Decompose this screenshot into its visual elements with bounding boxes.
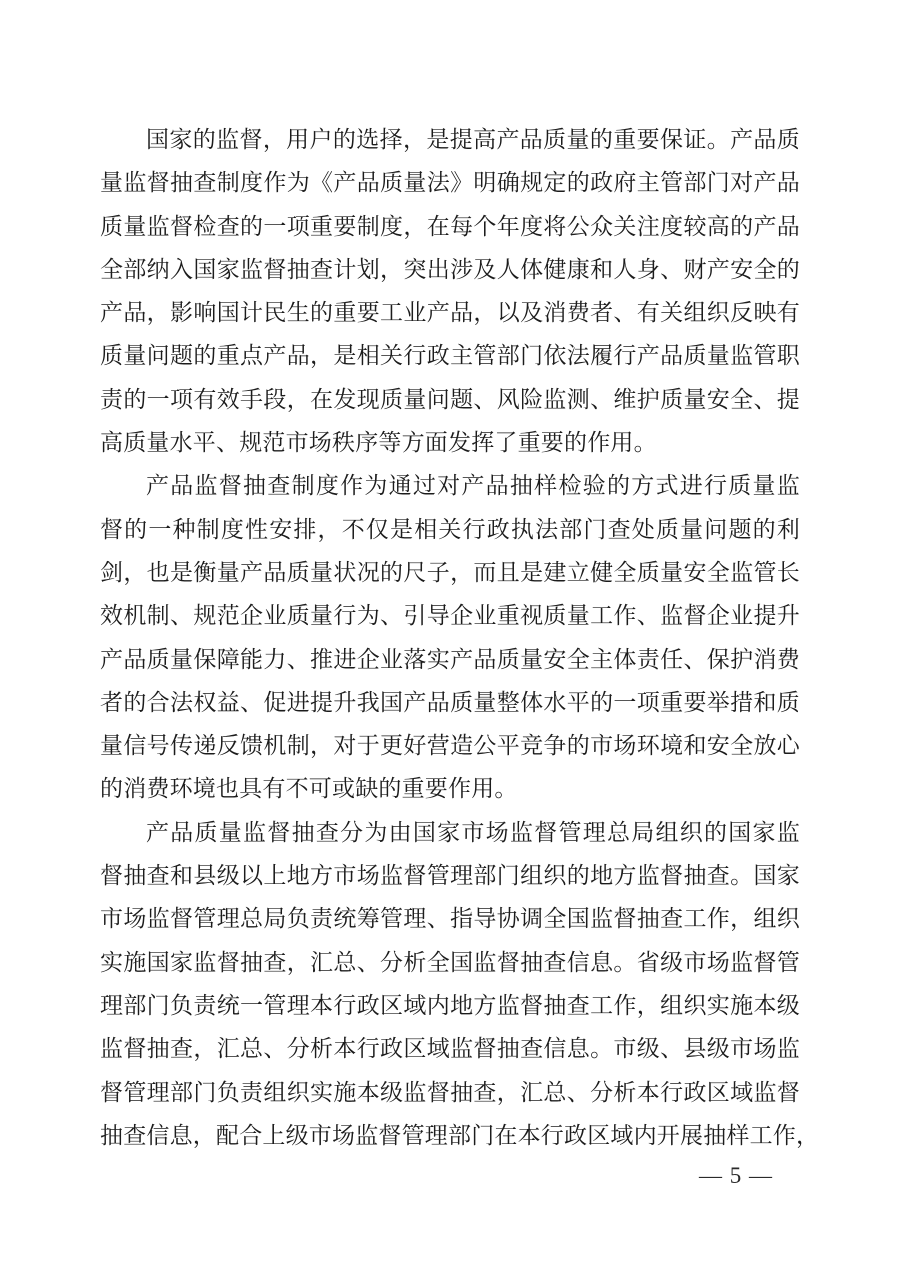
text-line: 效机制、规范企业质量行为、引导企业重视质量工作、监督企业提升 bbox=[100, 603, 800, 629]
text-line: 督管理部门负责组织实施本级监督抽查，汇总、分析本行政区域监督 bbox=[100, 1079, 800, 1105]
text-line: 国家的监督，用户的选择，是提高产品质量的重要保证。产品质 bbox=[146, 127, 800, 152]
paragraph bbox=[100, 464, 800, 810]
paragraph bbox=[100, 811, 820, 1157]
text-line: 质量监督检查的一项重要制度，在每个年度将公众关注度较高的产品 bbox=[100, 213, 800, 239]
text-line: 产品质量监督抽查分为由国家市场监督管理总局组织的国家监 bbox=[146, 819, 800, 845]
text-line: 质量问题的重点产品，是相关行政主管部门依法履行产品质量监管职 bbox=[100, 343, 800, 369]
text-line: 督的一种制度性安排，不仅是相关行政执法部门查处质量问题的利 bbox=[100, 516, 800, 542]
text-line: 量监督抽查制度作为《产品质量法》明确规定的政府主管部门对产品 bbox=[100, 170, 800, 196]
text-line: 实施国家监督抽查，汇总、分析全国监督抽查信息。省级市场监督管 bbox=[100, 949, 800, 975]
text-line: 产品监督抽查制度作为通过对产品抽样检验的方式进行质量监 bbox=[146, 473, 800, 499]
text-line: 剑，也是衡量产品质量状况的尺子，而且是建立健全质量安全监管长 bbox=[100, 559, 800, 585]
text-line: 理部门负责统一管理本行政区域内地方监督抽查工作，组织实施本级 bbox=[100, 992, 800, 1018]
text-line: 监督抽查，汇总、分析本行政区域监督抽查信息。市级、县级市场监 bbox=[100, 1036, 800, 1062]
text-line: 督抽查和县级以上地方市场监督管理部门组织的地方监督抽查。国家 bbox=[100, 863, 800, 889]
text-line: 的消费环境也具有不可或缺的重要作用。 bbox=[100, 776, 518, 802]
text-line: 责的一项有效手段，在发现质量问题、风险监测、维护质量安全、提 bbox=[100, 386, 800, 412]
document-body bbox=[100, 118, 820, 1157]
text-line: 抽查信息，配合上级市场监督管理部门在本行政区域内开展抽样工作， bbox=[100, 1122, 820, 1148]
page-number: — 5 — bbox=[699, 1163, 773, 1188]
text-line: 者的合法权益、促进提升我国产品质量整体水平的一项重要举措和质 bbox=[100, 689, 800, 715]
paragraph bbox=[100, 118, 800, 464]
text-line: 产品质量保障能力、推进企业落实产品质量安全主体责任、保护消费 bbox=[100, 646, 800, 672]
text-line: 产品，影响国计民生的重要工业产品，以及消费者、有关组织反映有 bbox=[100, 300, 800, 326]
text-line: 高质量水平、规范市场秩序等方面发挥了重要的作用。 bbox=[100, 430, 657, 456]
text-line: 量信号传递反馈机制，对于更好营造公平竞争的市场环境和安全放心 bbox=[100, 733, 800, 759]
text-line: 市场监督管理总局负责统筹管理、指导协调全国监督抽查工作，组织 bbox=[100, 906, 800, 932]
text-line: 全部纳入国家监督抽查计划，突出涉及人体健康和人身、财产安全的 bbox=[100, 256, 800, 282]
